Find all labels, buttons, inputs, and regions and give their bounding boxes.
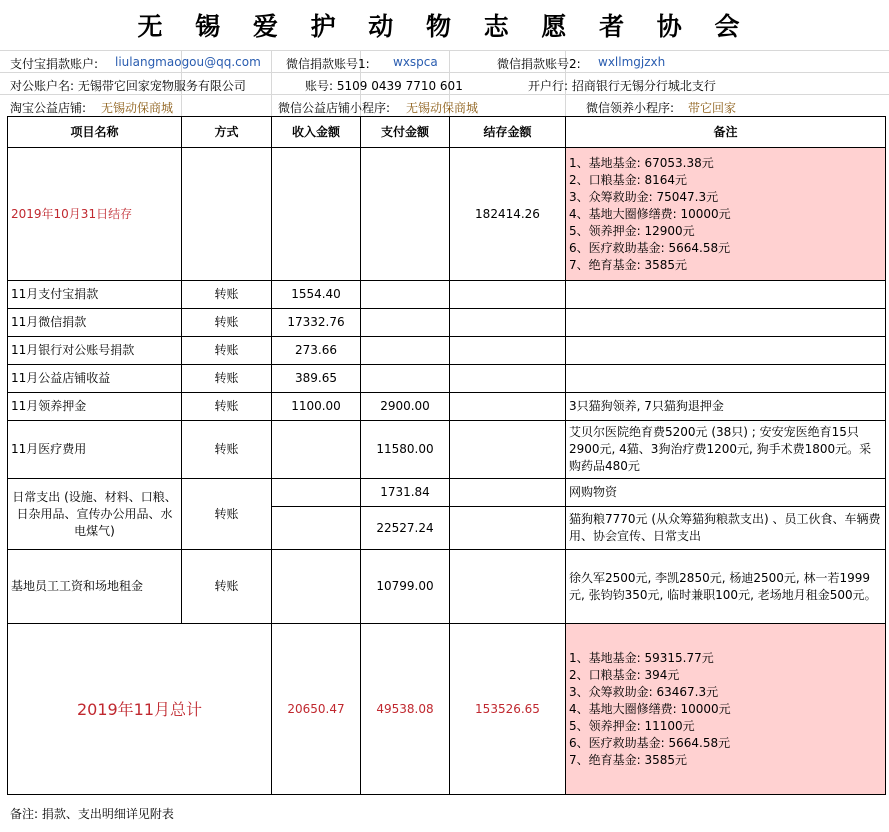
remark-line: 5、领养押金: 12900元 [569,223,695,238]
table-row [8,281,886,309]
empty-cell [450,309,566,337]
wechat2-label: 微信捐款账号2: [497,57,581,71]
row-name: 11月领养押金 [8,393,182,421]
wechat1-label: 微信捐款账号1: [286,57,370,71]
remark-line: 6、医疗救助基金: 5664.58元 [569,735,731,750]
empty-cell [182,148,272,281]
remark-line: 1、基地基金: 59315.77元 [569,650,714,665]
corporate-account-row [0,73,889,95]
row-expense [361,281,450,309]
row-name: 11月公益店铺收益 [8,365,182,393]
table-row [8,393,886,421]
row-expense [361,337,450,365]
row-remark [566,281,886,309]
taobao-store: 无锡动保商城 [101,101,174,115]
total-name: 2019年11月总计 [8,624,272,795]
opening-balance-row [8,148,886,281]
empty-cell [450,281,566,309]
empty-cell [450,550,566,624]
row-method: 转账 [182,421,272,479]
header-item: 项目名称 [8,117,182,148]
remark-line: 4、基地大圈修缮费: 10000元 [569,206,731,221]
table-row [8,421,886,479]
opening-balance: 182414.26 [450,148,566,281]
daily-method: 转账 [182,479,272,550]
daily-expense-row [8,479,886,507]
remark-line: 3、众筹救助金: 75047.3元 [569,189,719,204]
row-income: 1554.40 [272,281,361,309]
staff-expense: 10799.00 [361,550,450,624]
remark-line: 4、基地大圈修缮费: 10000元 [569,701,731,716]
donation-accounts-row [0,51,889,73]
empty-cell [450,393,566,421]
empty-cell [361,148,450,281]
empty-cell [450,507,566,550]
opening-remarks [566,148,886,281]
remark-line: 7、绝育基金: 3585元 [569,752,688,767]
total-balance: 153526.65 [450,624,566,795]
finance-table [7,116,886,795]
daily-remark-1: 网购物资 [566,479,886,507]
bank-name: 开户行: 招商银行无锡分行城北支行 [528,79,716,93]
empty-cell [450,421,566,479]
wechat1-account: wxspca [393,55,438,69]
daily-remark-2: 猫狗粮7770元 (从众筹猫狗粮款支出) 、员工伙食、车辆费用、协会宣传、日常支出 [566,507,886,550]
table-row [8,309,886,337]
wx-store: 无锡动保商城 [406,101,479,115]
row-income: 1100.00 [272,393,361,421]
account-number: 账号: 5109 0439 7710 601 [305,79,463,93]
header-balance: 结存金额 [450,117,566,148]
footer-note: 备注: 捐款、支出明细详见附表 [10,807,174,821]
header-income: 收入金额 [272,117,361,148]
row-income [272,421,361,479]
row-method: 转账 [182,281,272,309]
empty-cell [450,337,566,365]
corporate-account-name: 对公账户名: 无锡带它回家宠物服务有限公司 [10,79,246,93]
remark-line: 1、基地基金: 67053.38元 [569,155,714,170]
wx-store-label: 微信公益店铺小程序: [278,101,391,115]
row-name: 11月微信捐款 [8,309,182,337]
staff-method: 转账 [182,550,272,624]
row-method: 转账 [182,337,272,365]
daily-expense-2: 22527.24 [361,507,450,550]
row-remark: 3只猫狗领养, 7只猫狗退押金 [566,393,886,421]
row-income: 17332.76 [272,309,361,337]
row-income: 273.66 [272,337,361,365]
staff-row [8,550,886,624]
row-name: 11月医疗费用 [8,421,182,479]
row-method: 转账 [182,365,272,393]
empty-cell [272,550,361,624]
remark-line: 7、绝育基金: 3585元 [569,257,688,272]
staff-remark: 徐久军2500元, 李凯2850元, 杨迪2500元, 林一若1999元, 张钧钧350元, 临时兼职100元, 老场地月租金500元。 [566,550,886,624]
table-row [8,365,886,393]
row-expense: 11580.00 [361,421,450,479]
wx-adopt-label: 微信领养小程序: [586,101,675,115]
row-method: 转账 [182,393,272,421]
row-remark [566,309,886,337]
header-method: 方式 [182,117,272,148]
table-header-row [8,117,886,148]
row-remark [566,337,886,365]
total-row [8,624,886,795]
empty-cell [450,365,566,393]
stores-row [0,95,889,117]
remark-line: 2、口粮基金: 8164元 [569,172,688,187]
empty-cell [272,148,361,281]
daily-expense-1: 1731.84 [361,479,450,507]
alipay-account: liulangmaogou@qq.com [115,55,261,69]
table-row [8,337,886,365]
remark-line: 3、众筹救助金: 63467.3元 [569,684,719,699]
wx-adopt-app: 带它回家 [688,101,737,115]
row-expense: 2900.00 [361,393,450,421]
remark-line: 2、口粮基金: 394元 [569,667,680,682]
row-name: 11月支付宝捐款 [8,281,182,309]
remark-line: 6、医疗救助基金: 5664.58元 [569,240,731,255]
empty-cell [272,479,361,507]
total-remarks [566,624,886,795]
row-income: 389.65 [272,365,361,393]
row-remark: 艾贝尔医院绝育费5200元 (38只) ; 安安宠医绝育15只2900元, 4猫、3狗治疗费1200元, 狗手术费1800元。采购药品480元 [566,421,886,479]
total-expense: 49538.08 [361,624,450,795]
wechat2-account: wxllmgjzxh [598,55,666,69]
total-income: 20650.47 [272,624,361,795]
empty-cell [450,479,566,507]
header-expense: 支付金额 [361,117,450,148]
row-expense [361,365,450,393]
row-method: 转账 [182,309,272,337]
remark-line: 5、领养押金: 11100元 [569,718,695,733]
alipay-label: 支付宝捐款账户: [10,57,99,71]
empty-cell [272,507,361,550]
daily-name: 日常支出 (设施、材料、口粮、日杂用品、宣传办公用品、水电煤气) [8,479,182,550]
row-remark [566,365,886,393]
taobao-label: 淘宝公益店铺: [10,101,87,115]
page-title: 无 锡 爱 护 动 物 志 愿 者 协 会 [137,12,752,41]
row-expense [361,309,450,337]
opening-name: 2019年10月31日结存 [8,148,182,281]
header-remark: 备注 [566,117,886,148]
staff-name: 基地员工工资和场地租金 [8,550,182,624]
row-name: 11月银行对公账号捐款 [8,337,182,365]
